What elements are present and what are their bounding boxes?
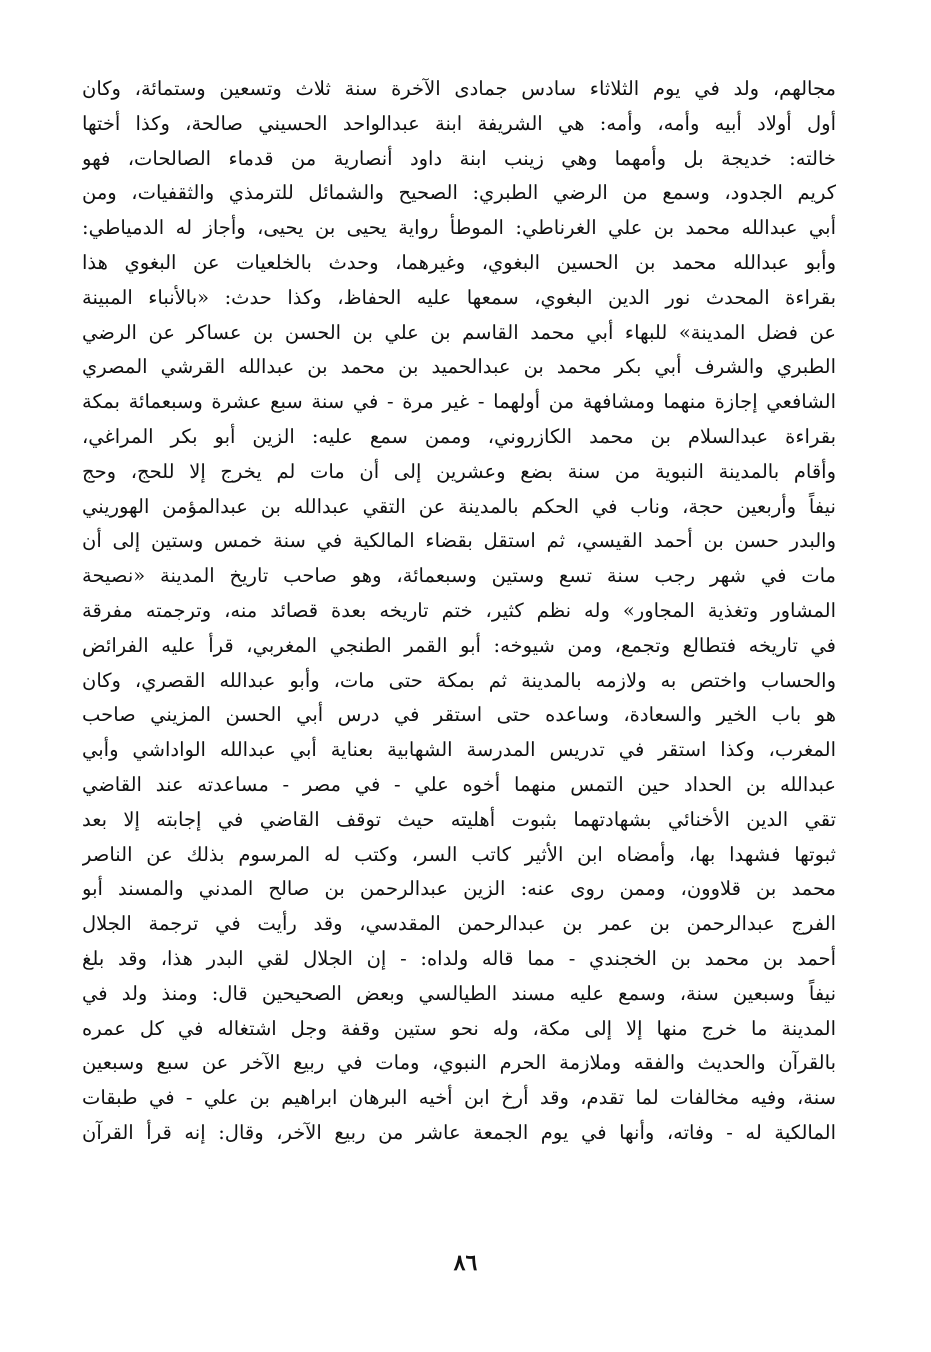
text-line: والبدر حسن بن أحمد القيسي، ثم استقل بقضاء المالكية في سنة خمس وستين إلى أن [82,529,836,553]
text-line: المشاور وتغذية المجاور» وله نظم كثير، ختم تاريخه بعدة قصائد منه، وترجمته مفرقة [82,598,836,622]
text-line: المغرب، وكذا استقر في تدريس المدرسة الشهابية بعناية أبي عبدالله الواداشي وأبي [82,738,836,762]
page-number: ٨٦ [453,1250,478,1276]
text-line: في تاريخه فتطالع وتجمع، ومن شيوخه: أبو القمر الطنجي المغربي، قرأ عليه الفرائض [82,633,836,657]
text-line: مجالهم، ولد في يوم الثلاثاء سادس جمادى الآخرة سنة ثلاث وتسعين وستمائة، وكان [82,77,836,100]
text-line: عن فضل المدينة» للبهاء أبي محمد القاسم بن علي بن الحسن بن عساكر عن الرضي [82,320,836,344]
text-line: ثبوتها فشهدا بها، وأمضاه ابن الأثير كاتب السر، وكتب له المرسوم بذلك عن الناصر [82,842,836,866]
text-line: بالقرآن والحديث والفقه وملازمة الحرم النبوي، ومات في ربيع الآخر عن سبع وسبعين [82,1051,836,1075]
text-line: نيفاً وأربعين حجة، وناب في الحكم بالمدينة عن التقي عبدالله بن عبدالمؤمن الهوريني [82,494,836,518]
text-line: عبدالله بن الحداد حين التمس منهما أخوه علي - في مصر - مساعدته عند القاضي [82,772,836,796]
text-line: بقراءة عبدالسلام بن محمد الكازروني، وممن سمع عليه: الزين أبو بكر المراغي، [82,424,836,448]
text-line: كريم الجدود، وسمع من الرضي الطبري: الصحيح والشمائل للترمذي والثقفيات، ومن [82,181,836,205]
text-line: الشافعي إجازة منهما ومشافهة من أولهما - غير مرة - في سنة سبع عشرة وسبعمائة بمكة [82,390,836,414]
text-line: وأقام بالمدينة النبوية من سنة بضع وعشرين إلى أن مات لم يخرج إلا للحج، وحج [82,459,836,483]
text-line: أول أولاد أبيه وأمه، وأمه: هي الشريفة ابنة عبدالواحد الحسيني صالحة، وكذا أختها [82,111,836,135]
text-line: تقي الدين الأخنائي بشهادتهما بثبوت أهليته حيث توقف القاضي في إجابته إلا بعد [82,807,836,831]
text-line: أحمد بن محمد بن الخجندي - مما قاله ولداه: - إن الجلال لقي البدر هذا، وقد بلغ [82,946,836,970]
text-line: أبي عبدالله محمد بن علي الغرناطي: الموطأ رواية يحيى بن يحيى، وأجاز له الدمياطي: [82,216,836,240]
text-line: نيفاً وسبعين سنة، وسمع عليه مسند الطيالسي وبعض الصحيحين قال: ومنذ ولد في [82,981,836,1005]
text-line: الطبري والشرف أبي بكر محمد بن عبدالحميد بن محمد بن عبدالله القرشي المصري [82,355,836,379]
text-line: محمد بن قلاوون، وممن روى عنه: الزين عبدالرحمن بن صالح المدني والمسند أبو [82,877,836,901]
text-line: المدينة ما خرج منها إلا إلى مكة، وله نحو ستين وقفة وجل اشتغاله في كل عمره [82,1016,836,1040]
text-line: الفرج عبدالرحمن بن عمر بن عبدالرحمن المقدسي، وقد رأيت في ترجمة الجلال [82,912,836,936]
text-line: المالكية له - وفاته، وأنها في يوم الجمعة عاشر من ربيع الآخر، وقال: إنه قرأ القرآن [82,1120,836,1144]
text-line: بقراءة المحدث نور الدين البغوي، سمعها عليه الحفاظ، وكذا حدث: «بالأنباء المبينة [82,285,836,309]
text-line: وأبو عبدالله محمد بن الحسين البغوي، وغيرهما، وحدث بالخلعيات عن البغوي هذا [82,250,836,274]
body-text [82,72,836,1151]
text-line: هو باب الخير والسعادة، وساعده حتى استقر في درس أبي الحسن المزيني صاحب [82,703,836,727]
text-line: والحساب واختص به ولازمه بالمدينة ثم بمكة حتى مات، وأبو عبدالله القصري، وكان [82,668,836,692]
text-line: خالته: خديجة بل وأمهما وهي زينب ابنة داود أنصارية من قدماء الصالحات، فهو [82,146,836,170]
text-line: سنة، وفيه مخالفات لما تقدم، وقد أرخ ابن أخيه البرهان ابراهيم بن علي - في طبقات [82,1086,836,1110]
text-line: مات في شهر رجب سنة تسع وستين وسبعمائة، وهو صاحب تاريخ المدينة «نصيحة [82,564,836,588]
